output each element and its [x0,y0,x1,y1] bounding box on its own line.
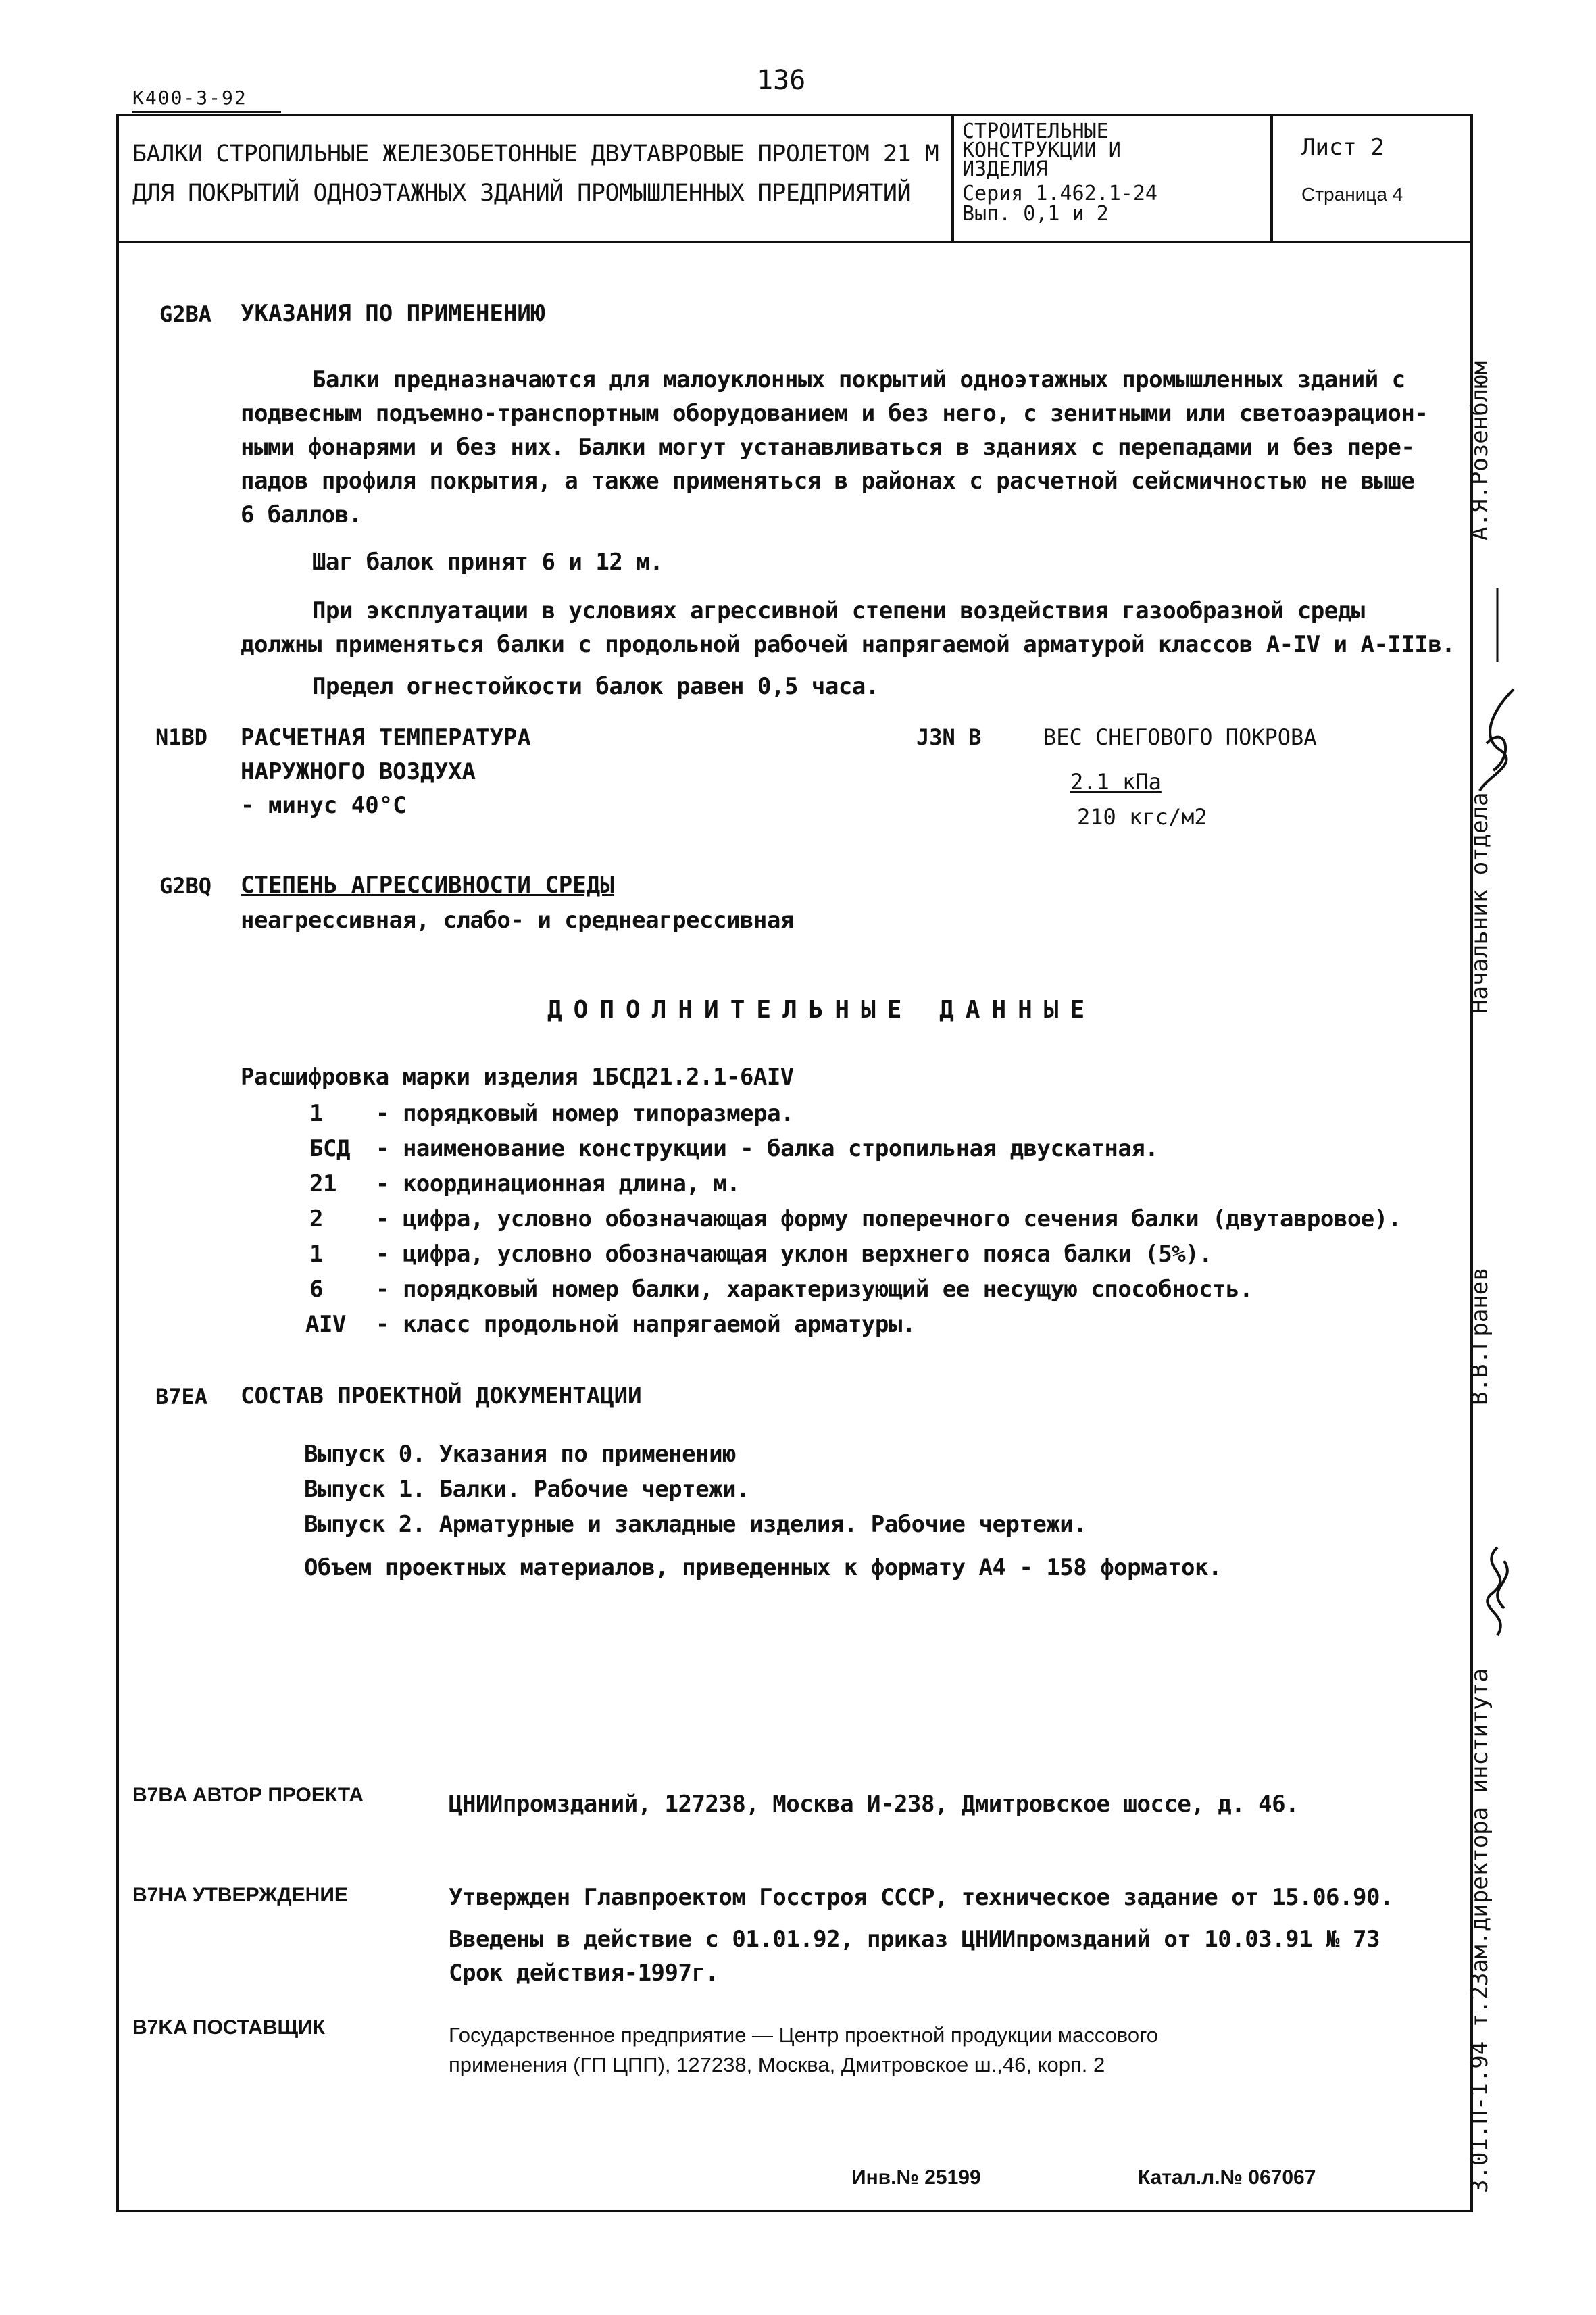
documentation-item: Выпуск 0. Указания по применению [304,1441,737,1468]
decoding-key: АIV [305,1311,346,1338]
usage-text-line: ными фонарями и без них. Балки могут устанавливаться в зданиях с перепадами и без пере- [241,434,1415,461]
decoding-key: 2 [309,1205,323,1233]
usage-title: УКАЗАНИЯ ПО ПРИМЕНЕНИЮ [241,300,545,327]
document-code: K400-3-92 [132,86,247,109]
approval-line3: Срок действия-1997г. [449,1960,719,1987]
fire-resistance-text: Предел огнестойкости балок равен 0,5 часа. [312,673,879,700]
signature-2 [1470,1541,1524,1642]
category-line1: СТРОИТЕЛЬНЫЕ [962,120,1109,143]
decoding-title: Расшифровка марки изделия 1БСД21.2.1-6АIV [241,1064,794,1091]
page-number: 136 [757,65,806,96]
sheet-number: Лист 2 [1301,134,1385,161]
decoding-key: 1 [309,1241,323,1268]
decoding-text: - порядковый номер балки, характеризующий ее несущую способность. [376,1276,1253,1303]
code-underline [132,111,281,113]
documentation-code: B7EA [155,1384,208,1410]
usage-text-line: Балки предназначаются для малоуклонных покрытий одноэтажных промышленных зданий с [312,366,1405,393]
temperature-title-line1: РАСЧЕТНАЯ ТЕМПЕРАТУРА [241,724,531,751]
supplier-line2: применения (ГП ЦПП), 127238, Москва, Дмитровское ш.,46, корп. 2 [449,2053,1105,2076]
document-title-line1: БАЛКИ СТРОПИЛЬНЫЕ ЖЕЛЕЗОБЕТОННЫЕ ДВУТАВРОВЫЕ ПРОЛЕТОМ 21 М [132,141,939,168]
margin-reference: 3.01.П-1.94 т.2 [1466,1985,1493,2193]
series-number: Серия 1.462.1-24 [962,182,1157,205]
documentation-item: Выпуск 1. Балки. Рабочие чертежи. [304,1476,750,1503]
usage-text-line: подвесным подъемно-транспортным оборудованием и без него, с зенитными или светоаэрацион- [241,400,1428,427]
author-label: B7BA АВТОР ПРОЕКТА [132,1784,364,1806]
decoding-key: 6 [309,1276,323,1303]
catalog-number: Катал.л.№ 067067 [1138,2166,1316,2189]
snow-title: ВЕС СНЕГОВОГО ПОКРОВА [1043,724,1317,750]
signature-1 [1466,682,1527,797]
header-divider [116,241,1473,243]
inventory-number: Инв.№ 25199 [851,2166,981,2189]
usage-step-text: Шаг балок принят 6 и 12 м. [312,549,664,576]
temperature-value: - минус 40°С [241,792,407,819]
header-column-divider [951,114,954,242]
temperature-code: N1BD [155,724,208,750]
usage-text-line: При эксплуатации в условиях агрессивной степени воздействия газообразной среды [312,597,1365,624]
margin-role-2: Зам.директора института [1466,1668,1493,1987]
temperature-title-line2: НАРУЖНОГО ВОЗДУХА [241,758,476,785]
snow-value-kgs: 210 кгс/м2 [1077,804,1207,830]
document-title-line2: ДЛЯ ПОКРЫТИЙ ОДНОЭТАЖНЫХ ЗДАНИЙ ПРОМЫШЛЕННЫХ ПРЕДПРИЯТИЙ [132,180,912,207]
page-label: Страница 4 [1301,184,1403,205]
header-column-divider [1270,114,1273,242]
margin-role-1: Начальник отдела [1466,792,1493,1014]
documentation-item: Выпуск 2. Арматурные и закладные изделия. Рабочие чертежи. [304,1511,1087,1538]
approval-label: B7HA УТВЕРЖДЕНИЕ [132,1884,348,1906]
documentation-title: СОСТАВ ПРОЕКТНОЙ ДОКУМЕНТАЦИИ [241,1383,642,1410]
issue-number: Вып. 0,1 и 2 [962,202,1109,226]
category-line3: ИЗДЕЛИЯ [962,157,1048,181]
supplier-label: B7KA ПОСТАВЩИК [132,2016,325,2039]
margin-name-1: А.Я.Розенблюм [1466,360,1493,541]
approval-line2: Введены в действие с 01.01.92, приказ ЦНИИпромзданий от 10.03.91 № 73 [449,1926,1380,1953]
decoding-key: 21 [309,1170,336,1197]
usage-text-line: падов профиля покрытия, а также применяться в районах с расчетной сейсмичностью не выше [241,468,1415,495]
decoding-text: - цифра, условно обозначающая форму поперечного сечения балки (двутавровое). [376,1205,1401,1233]
margin-name-2: В.В.Гранев [1466,1267,1493,1405]
signature-line [1477,588,1518,662]
aggressiveness-code: G2BQ [159,873,212,899]
decoding-text: - порядковый номер типоразмера. [376,1100,795,1127]
usage-text-line: 6 баллов. [241,501,362,528]
approval-line1: Утвержден Главпроектом Госстроя СССР, техническое задание от 15.06.90. [449,1884,1393,1911]
snow-value-kpa: 2.1 кПа [1070,769,1162,795]
additional-data-title: ДОПОЛНИТЕЛЬНЫЕ ДАННЫЕ [547,996,1097,1024]
aggressiveness-title: СТЕПЕНЬ АГРЕССИВНОСТИ СРЕДЫ [241,872,614,899]
author-value: ЦНИИпромзданий, 127238, Москва И-238, Дмитровское шоссе, д. 46. [449,1791,1299,1818]
decoding-text: - класс продольной напрягаемой арматуры. [376,1311,916,1338]
usage-text-line: должны применяться балки с продольной рабочей напрягаемой арматурой классов А-IV и А-IIIв. [241,631,1455,658]
usage-code: G2BA [159,301,212,327]
supplier-line1: Государственное предприятие — Центр проектной продукции массового [449,2023,1159,2047]
decoding-text: - координационная длина, м. [376,1170,741,1197]
category-line2: КОНСТРУКЦИИ И [962,139,1121,162]
decoding-text: - цифра, условно обозначающая уклон верхнего пояса балки (5%). [376,1241,1213,1268]
decoding-key: БСД [309,1135,350,1162]
aggressiveness-value: неагрессивная, слабо- и среднеагрессивная [241,907,794,934]
decoding-text: - наименование конструкции - балка стропильная двускатная. [376,1135,1159,1162]
decoding-key: 1 [309,1100,323,1127]
documentation-volume: Объем проектных материалов, приведенных к формату А4 - 158 форматок. [304,1554,1222,1581]
snow-code: J3N B [916,724,982,750]
